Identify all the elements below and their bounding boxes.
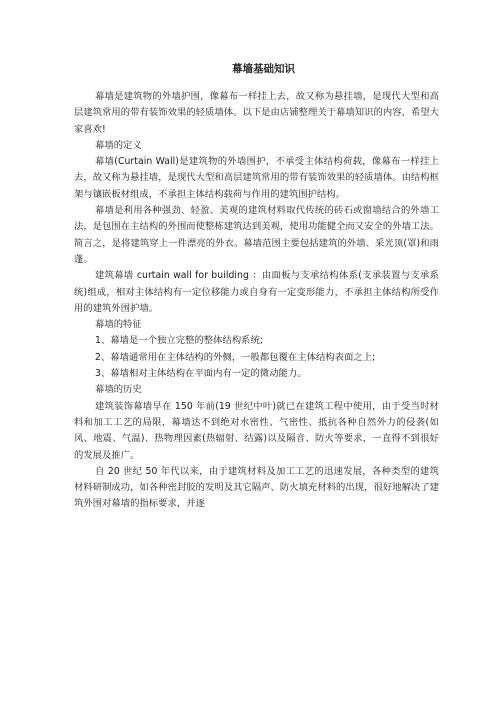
feature-item-1: 1、幕墙是一个独立完整的整体结构系统;	[95, 335, 264, 347]
section-heading-features: 幕墙的特征	[95, 319, 142, 331]
document-title: 幕墙基础知识	[232, 63, 295, 75]
section-heading-history: 幕墙的历史	[95, 384, 142, 396]
section-heading-definition: 幕墙的定义	[95, 139, 142, 151]
history-paragraph-1: 建筑装饰幕墙早在 150 年前(19 世纪中叶)就已在建筑工程中使用，由于受当时材料和加工工艺的局限，幕墙达不到绝对水密性、气密性、抵抗各种自然外力的侵袭(如风、地震、气温)、热物理因素(热辐射、结露)以及隔音、防火等要求，一直得不到很好的发展及推广。	[74, 400, 439, 461]
materials-paragraph: 幕墙是利用各种强劲、轻盈、美观的建筑材料取代传统的砖石或窗墙结合的外墙工法，是包围在主结构的外围而使整栋建筑达到美观，使用功能健全而又安全的外墙工法。简言之，是将建筑穿上一件漂亮的外衣。幕墙范围主要包括建筑的外墙、采光顶(罩)和雨蓬。	[74, 205, 439, 265]
feature-item-3: 3、幕墙相对主体结构在平面内有一定的微动能力。	[95, 368, 307, 380]
building-curtain-wall-paragraph: 建筑幕墙 curtain wall for building ：由面板与支承结构体系(支承装置与支承系统)组成，相对主体结构有一定位移能力或自身有一定变形能力，不承担主体结构所受作用的建筑外围护墙。	[74, 270, 439, 314]
intro-paragraph: 幕墙是建筑物的外墙护围，像幕布一样挂上去，故又称为悬挂墙，是现代大型和高层建筑常用的带有装饰效果的轻质墙体。以下是由店铺整理关于幕墙知识的内容，希望大家喜欢!	[74, 91, 439, 135]
history-paragraph-2: 自 20 世纪 50 年代以来，由于建筑材料及加工工艺的迅速发展，各种类型的建筑材料研制成功，如各种密封胶的发明及其它隔声、防火填充材料的出现，很好地解决了建筑外围对幕墙的指标要求，并逐	[74, 465, 439, 510]
feature-item-2: 2、幕墙通常用在主体结构的外侧，一般都包覆在主体结构表面之上;	[95, 351, 376, 363]
definition-paragraph: 幕墙(Curtain Wall)是建筑物的外墙围护，不承受主体结构荷载，像幕布一样挂上去，故又称为悬挂墙，是现代大型和高层建筑常用的带有装饰效果的轻质墙体。由结构框架与镶嵌板材组成，不承担主体结构载荷与作用的建筑围护结构。	[74, 156, 439, 200]
